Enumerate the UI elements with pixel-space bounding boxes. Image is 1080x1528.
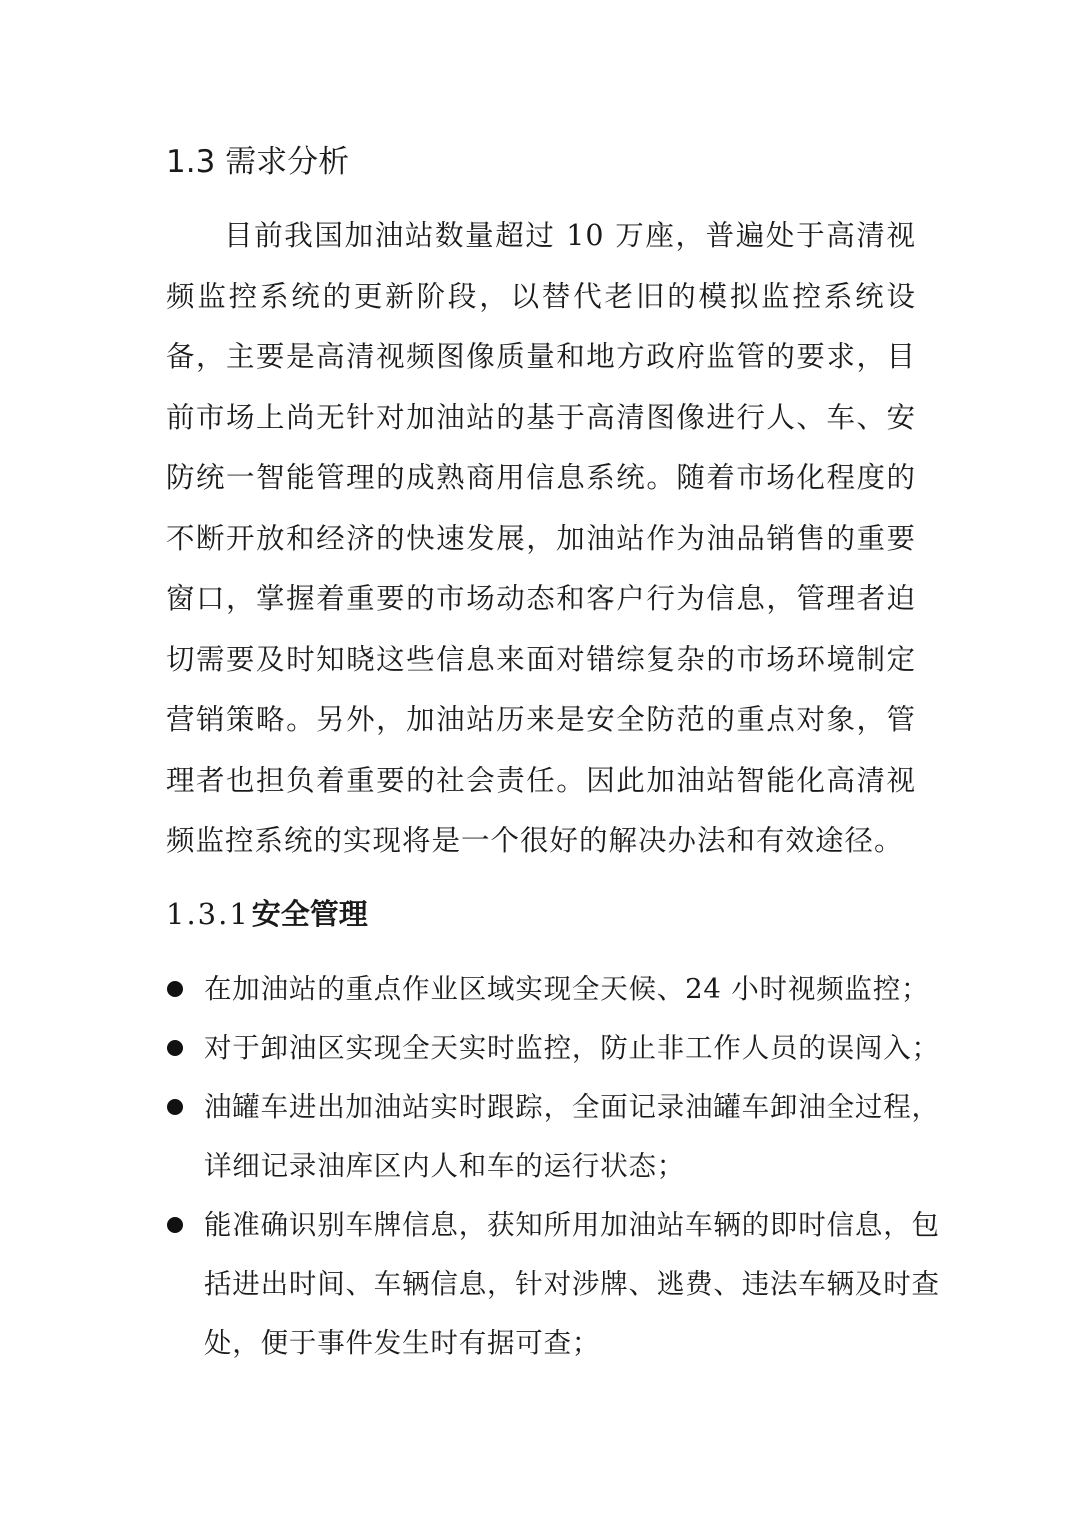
bullet-icon [167, 1217, 183, 1233]
list-item [166, 1196, 946, 1373]
subsection-title: 安全管理 [251, 897, 368, 931]
list-item-text: 在加油站的重点作业区域实现全天候、24 小时视频监控； [204, 973, 930, 1005]
list-item [166, 1019, 946, 1078]
list-item-text: 对于卸油区实现全天实时监控，防止非工作人员的误闯入； [204, 1032, 940, 1064]
list-item [166, 1078, 946, 1196]
subsection-heading [166, 892, 368, 936]
list-item-text: 能准确识别车牌信息，获知所用加油站车辆的即时信息，包括进出时间、车辆信息，针对涉牌、逃费、违法车辆及时查处，便于事件发生时有据可查； [204, 1209, 940, 1359]
subsection-number: 1.3.1 [166, 897, 250, 931]
section-paragraph: 目前我国加油站数量超过 10 万座，普遍处于高清视频监控系统的更新阶段，以替代老旧的模拟监控系统设备，主要是高清视频图像质量和地方政府监管的要求，目前市场上尚无针对加油站的基于高清图像进行人、车、安防统一智能管理的成熟商用信息系统。随着市场化程度的不断开放和经济的快速发展，加油站作为油品销售的重要窗口，掌握着重要的市场动态和客户行为信息，管理者迫切需要及时知晓这些信息来面对错综复杂的市场环境制定营销策略。另外，加油站历来是安全防范的重点对象，管理者也担负着重要的社会责任。因此加油站智能化高清视频监控系统的实现将是一个很好的解决办法和有效途径。 [166, 219, 916, 857]
bullet-list [166, 960, 946, 1373]
bullet-icon [167, 1040, 183, 1056]
list-item-text: 油罐车进出加油站实时跟踪，全面记录油罐车卸油全过程，详细记录油库区内人和车的运行状态； [204, 1091, 940, 1182]
bullet-icon [167, 981, 183, 997]
section-heading: 1.3 需求分析 [166, 144, 350, 180]
bullet-icon [167, 1099, 183, 1115]
list-item [166, 960, 946, 1019]
